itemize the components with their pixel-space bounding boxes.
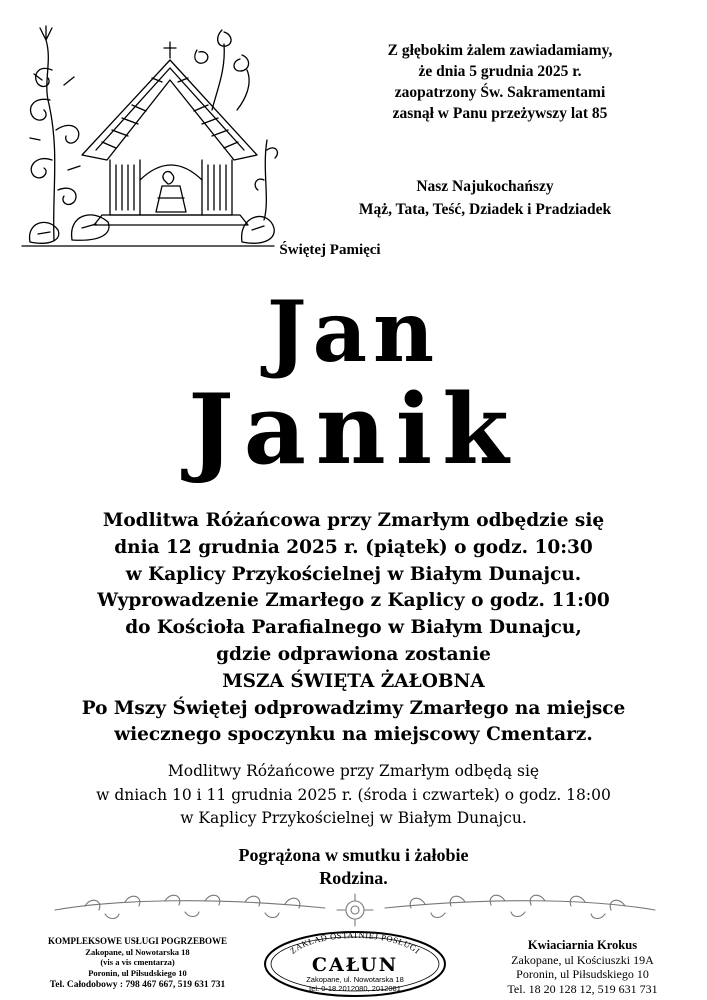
ceremony-line: Wyprowadzenie Zmarłego z Kaplicy o godz. 11:00 <box>97 590 610 612</box>
prayer-line: Modlitwy Różańcowe przy Zmarłym odbędą się <box>167 762 540 780</box>
florist-line: Poronin, ul Piłsudskiego 10 <box>516 967 649 981</box>
ceremony-line: do Kościoła Parafialnego w Białym Dunajcu, <box>125 617 582 639</box>
logo-arc-text: ZAKŁAD OSTATNIEJ POSŁUGI <box>287 930 423 956</box>
memory-label: Świętej Pamięci <box>279 242 381 258</box>
intro-line: że dnia 5 grudnia 2025 r. <box>418 63 582 80</box>
funeral-home-line: (vis a vis cmentarza) <box>100 957 175 967</box>
deceased-first-name: Jan <box>266 282 441 381</box>
intro-line: zasnął w Panu przeżywszy lat 85 <box>392 105 608 122</box>
ceremony-line: Po Mszy Świętej odprowadzimy Zmarłego na miejsce <box>81 697 626 719</box>
funeral-home-phone: Tel. Całodobowy : 798 467 667, 519 631 731 <box>49 980 226 990</box>
ceremony-line: w Kaplicy Przykościelnej w Białym Dunajcu. <box>125 563 582 585</box>
ornament-divider-icon <box>45 890 665 930</box>
deceased-last-name: Janik <box>188 373 519 486</box>
funeral-home-line: Poronin, ul Piłsudskiego 10 <box>88 967 187 978</box>
signoff-line: Pogrążona w smutku i żałobie <box>238 845 469 865</box>
funeral-home-name: KOMPLEKSOWE USŁUGI POGRZEBOWE <box>47 936 228 946</box>
ceremony-line: gdzie odprawiona zostanie <box>216 643 491 665</box>
funeral-home-info <box>20 936 255 991</box>
prayer-details <box>0 760 707 831</box>
florist-line: Zakopane, ul Kościuszki 19A <box>511 952 654 967</box>
intro-text <box>335 40 665 124</box>
intro-line: Z głębokim żalem zawiadamiamy, <box>387 42 613 59</box>
ceremony-line: Modlitwa Różańcowa przy Zmarłym odbędzie się <box>102 510 605 531</box>
prayer-line: w dniach 10 i 11 grudnia 2025 r. (środa i czwartek) o godz. 18:00 <box>96 785 611 804</box>
ceremony-details <box>0 508 707 749</box>
florist-info <box>470 938 695 996</box>
logo-phone: tel. 0-18 2012080, 2012081 <box>309 984 401 993</box>
ceremony-line: wiecznego spoczynku na miejscowy Cmentarz. <box>114 724 593 746</box>
florist-line: Tel. 18 20 128 12, 519 631 731 <box>507 981 658 996</box>
ceremony-line: MSZA ŚWIĘTA ŻAŁOBNA <box>222 670 485 692</box>
funeral-home-line: Zakopane, ul Nowotarska 18 <box>85 946 190 957</box>
relation-text <box>320 175 650 221</box>
chapel-illustration-icon <box>12 10 282 250</box>
signoff <box>0 844 707 890</box>
calun-logo-icon <box>262 930 448 998</box>
ceremony-line: dnia 12 grudnia 2025 r. (piątek) o godz. 10:30 <box>114 536 593 558</box>
logo-address: Zakopane, ul. Nowotarska 18 <box>306 975 404 984</box>
intro-line: zaopatrzony Św. Sakramentami <box>394 84 606 101</box>
prayer-line: w Kaplicy Przykościelnej w Białym Dunajcu. <box>180 809 527 827</box>
relation-line: Mąż, Tata, Teść, Dziadek i Pradziadek <box>358 201 612 218</box>
signoff-line: Rodzina. <box>319 868 388 888</box>
logo-name: CAŁUN <box>311 954 399 976</box>
florist-name: Kwiaciarnia Krokus <box>527 938 638 952</box>
relation-line: Nasz Najukochańszy <box>416 178 554 195</box>
